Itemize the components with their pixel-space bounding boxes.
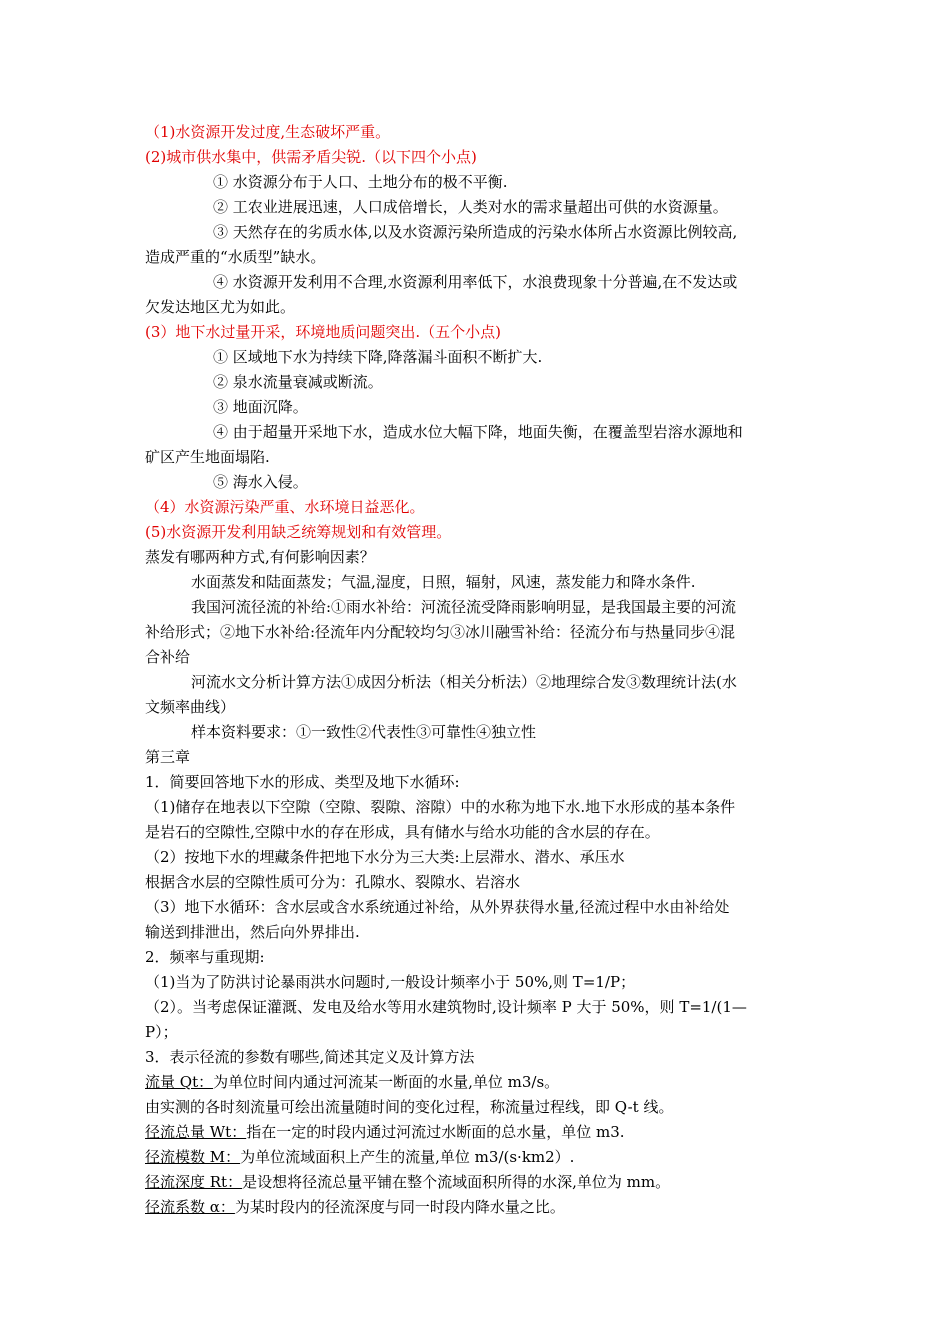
problem-3-item-4-cont: 矿区产生地面塌陷. [145, 448, 270, 466]
answer-2-line-1: （1)当为了防洪讨论暴雨洪水问题时,一般设计频率小于 50%,则 T=1/P； [145, 973, 636, 991]
problem-3-item-3: ③ 地面沉降。 [213, 398, 308, 416]
question-3: 3．表示径流的参数有哪些,简述其定义及计算方法 [145, 1048, 475, 1066]
definition-total-runoff [145, 1120, 810, 1145]
answer-2-line-2: （2）。当考虑保证灌溉、发电及给水等用水建筑物时,设计频率 P 大于 50%，则 T=1/(1— [145, 998, 747, 1016]
definition-text: 为单位时间内通过河流某一断面的水量,单位 m3/s。 [213, 1073, 560, 1091]
problem-2-item-4: ④ 水资源开发利用不合理,水资源利用率低下，水浪费现象十分普遍,在不发达或 [213, 273, 738, 291]
problem-3-item-5: ⑤ 海水入侵。 [213, 473, 308, 491]
definition-text: 是设想将径流总量平铺在整个流域面积所得的水深,单位为 mm。 [242, 1173, 671, 1191]
question-1: 1．简要回答地下水的形成、类型及地下水循环: [145, 773, 460, 791]
chapter-title: 第三章 [145, 748, 191, 766]
definition-flow-curve [145, 1095, 810, 1120]
problem-2-item-2: ② 工农业进展迅速，人口成倍增长，人类对水的需求量超出可供的水资源量。 [213, 198, 728, 216]
evaporation-answer: 水面蒸发和陆面蒸发；气温,湿度，日照，辐射，风速，蒸发能力和降水条件. [191, 573, 696, 591]
definition-text: 由实测的各时刻流量可绘出流量随时间的变化过程，称流量过程线，即 Q-t 线。 [145, 1098, 674, 1116]
problem-4: （4）水资源污染严重、水环境日益恶化。 [145, 498, 425, 516]
methods-line-2: 文频率曲线） [145, 698, 236, 716]
problem-3-item-2: ② 泉水流量衰减或断流。 [213, 373, 383, 391]
problem-2-item-3: ③ 天然存在的劣质水体,以及水资源污染所造成的污染水体所占水资源比例较高, [213, 223, 738, 241]
answer-1-line-1: （1)储存在地表以下空隙（空隙、裂隙、溶隙）中的水称为地下水.地下水形成的基本条件 [145, 798, 736, 816]
river-supply-line-2: 补给形式；②地下水补给:径流年内分配较均匀③冰川融雪补给：径流分布与热量同步④混 [145, 623, 736, 641]
sample-requirements: 样本资料要求：①一致性②代表性③可靠性④独立性 [191, 723, 537, 741]
answer-2-line-3: P）； [145, 1023, 178, 1041]
answer-1-line-5: （3）地下水循环：含水层或含水系统通过补给，从外界获得水量,径流过程中水由补给处 [145, 898, 730, 916]
definition-runoff-depth [145, 1170, 810, 1195]
answer-1-line-3: （2）按地下水的埋藏条件把地下水分为三大类:上层滞水、潜水、承压水 [145, 848, 625, 866]
problem-2-item-1: ① 水资源分布于人口、土地分布的极不平衡. [213, 173, 508, 191]
problem-2: (2)城市供水集中，供需矛盾尖锐.（以下四个小点) [145, 148, 477, 166]
definition-term: 径流深度 Rt： [145, 1173, 243, 1191]
definition-term: 径流总量 Wt： [145, 1123, 247, 1141]
problem-5: (5)水资源开发利用缺乏统筹规划和有效管理。 [145, 523, 452, 541]
definition-text: 为单位流域面积上产生的流量,单位 m3/(s·km2）. [240, 1148, 575, 1166]
answer-1-line-6: 输送到排泄出，然后向外界排出. [145, 923, 360, 941]
problem-3-item-4: ④ 由于超量开采地下水，造成水位大幅下降，地面失衡，在覆盖型岩溶水源地和 [213, 423, 743, 441]
definition-flow [145, 1070, 810, 1095]
definition-term: 径流模数 M： [145, 1148, 241, 1166]
problem-3: (3）地下水过量开采，环境地质问题突出.（五个小点) [145, 323, 502, 341]
problem-3-item-1: ① 区域地下水为持续下降,降落漏斗面积不断扩大. [213, 348, 543, 366]
definition-text: 为某时段内的径流深度与同一时段内降水量之比。 [234, 1198, 565, 1216]
definition-runoff-coefficient [145, 1195, 810, 1220]
definition-term: 流量 Qt： [145, 1073, 214, 1091]
evaporation-question: 蒸发有哪两种方式,有何影响因素？ [145, 548, 375, 566]
definition-runoff-modulus [145, 1145, 810, 1170]
answer-1-line-4: 根据含水层的空隙性质可分为：孔隙水、裂隙水、岩溶水 [145, 873, 521, 891]
problem-2-item-4-cont: 欠发达地区尤为如此。 [145, 298, 296, 316]
methods-line-1: 河流水文分析计算方法①成因分析法（相关分析法）②地理综合发③数理统计法(水 [191, 673, 737, 691]
river-supply-line-3: 合补给 [145, 648, 191, 666]
definition-term: 径流系数 α： [145, 1198, 235, 1216]
answer-1-line-2: 是岩石的空隙性,空隙中水的存在形成，具有储水与给水功能的含水层的存在。 [145, 823, 660, 841]
problem-1: （1)水资源开发过度,生态破坏严重。 [145, 123, 391, 141]
document-body [145, 120, 810, 1220]
definition-text: 指在一定的时段内通过河流过水断面的总水量，单位 m3. [246, 1123, 625, 1141]
problem-2-item-3-cont: 造成严重的“水质型”缺水。 [145, 248, 326, 266]
question-2: 2．频率与重现期: [145, 948, 265, 966]
river-supply-line-1: 我国河流径流的补给:①雨水补给：河流径流受降雨影响明显，是我国最主要的河流 [191, 598, 737, 616]
